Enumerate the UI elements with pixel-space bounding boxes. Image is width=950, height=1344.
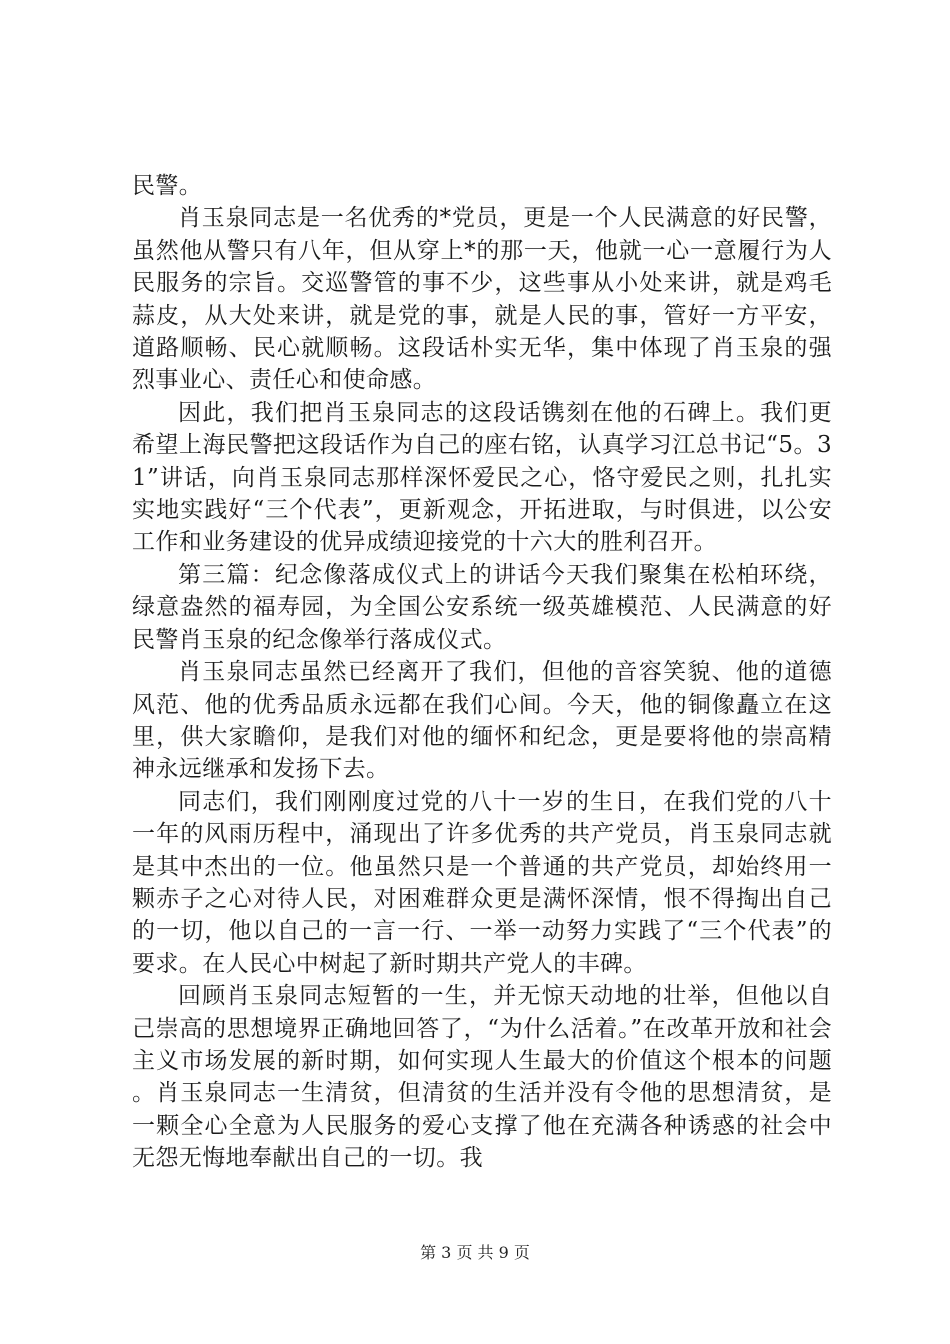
paragraph-1: 民警。 xyxy=(132,173,203,199)
paragraph-7: 回顾肖玉泉同志短暂的一生，并无惊天动地的壮举，但他以自己崇高的思想境界正确地回答了，“为什么活着。”在改革开放和社会主义市场发展的新时期，如何实现人生最大的价值这个根本的问题。肖玉泉同志一生清贫，但清贫的生活并没有令他的思想清贫，是一颗全心全意为人民服务的爱心支撑了他在充满各种诱惑的社会中无怨无悔地奉献出自己的一切。我 xyxy=(132,983,832,1172)
paragraph-2: 肖玉泉同志是一名优秀的*党员，更是一个人民满意的好民警，虽然他从警只有八年，但从穿上*的那一天，他就一心一意履行为人民服务的宗旨。交巡警管的事不少，这些事从小处来讲，就是鸡毛蒜皮，从大处来讲，就是党的事，就是人民的事，管好一方平安，道路顺畅、民心就顺畅。这段话朴实无华，集中体现了肖玉泉的强烈事业心、责任心和使命感。 xyxy=(132,205,832,394)
paragraph-4: 第三篇：纪念像落成仪式上的讲话今天我们聚集在松柏环绕，绿意盎然的福寿园，为全国公安系统一级英雄模范、人民满意的好民警肖玉泉的纪念像举行落成仪式。 xyxy=(132,561,832,653)
paragraph-3: 因此，我们把肖玉泉同志的这段话镌刻在他的石碑上。我们更希望上海民警把这段话作为自己的座右铭，认真学习江总书记“5。31”讲话，向肖玉泉同志那样深怀爱民之心，恪守爱民之则，扎扎实实地实践好“三个代表”，更新观念，开拓进取，与时俱进，以公安工作和业务建设的优异成绩迎接党的十六大的胜利召开。 xyxy=(132,399,832,556)
paragraph-5: 肖玉泉同志虽然已经离开了我们，但他的音容笑貌、他的道德风范、他的优秀品质永远都在我们心间。今天，他的铜像矗立在这里，供大家瞻仰，是我们对他的缅怀和纪念，更是要将他的崇高精神永远继承和发扬下去。 xyxy=(132,659,832,783)
document-body xyxy=(132,170,832,1175)
paragraph-6: 同志们，我们刚刚度过党的八十一岁的生日，在我们党的八十一年的风雨历程中，涌现出了许多优秀的共产党员，肖玉泉同志就是其中杰出的一位。他虽然只是一个普通的共产党员，却始终用一颗赤子之心对待人民，对困难群众更是满怀深情，恨不得掏出自己的一切，他以自己的一言一行、一举一动努力实践了“三个代表”的要求。在人民心中树起了新时期共产党人的丰碑。 xyxy=(132,788,832,977)
page-number-footer: 第 3 页 共 9 页 xyxy=(420,1243,530,1262)
